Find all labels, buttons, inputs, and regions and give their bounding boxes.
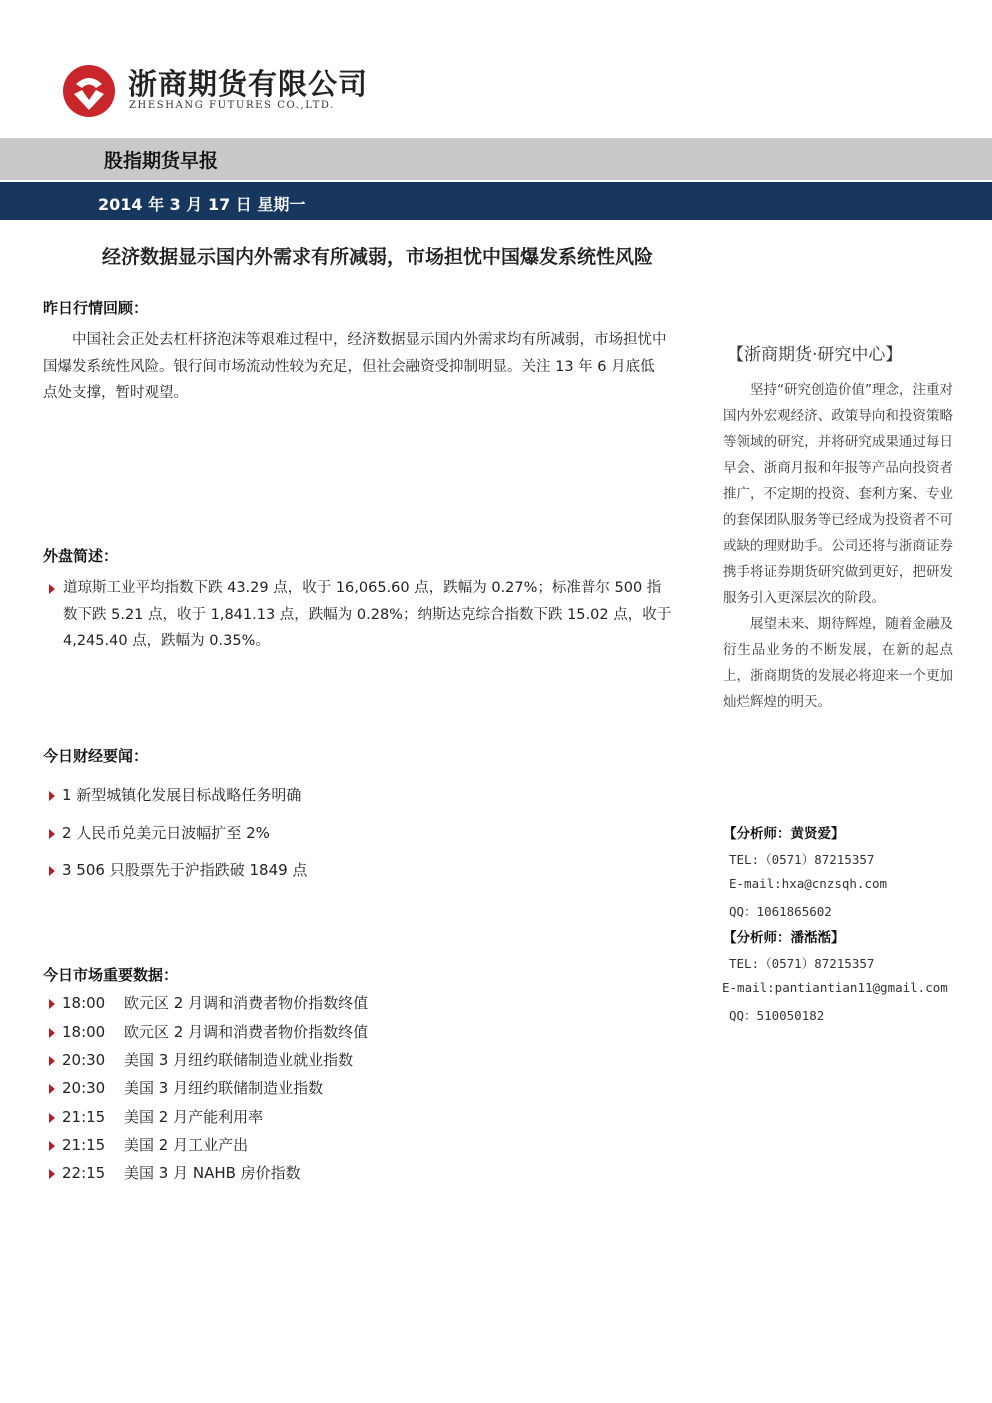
list-item [49,992,368,1013]
event-name: 欧元区 2 月调和消费者物价指数终值 [124,1023,369,1041]
company-logo-icon [62,64,116,118]
event-time: 18:00 [62,994,106,1012]
report-date: 2014 年 3 月 17 日 星期一 [98,195,306,214]
list-item [49,1106,263,1127]
sidebar-para-1: 坚持“研究创造价值”理念，注重对国内外宏观经济、政策导向和投资策略等领域的研究，并将研究成果通过每日早会、浙商月报和年报等产品向投资者推广，不定期的投资、套利方案、专业的套保团队服务等已经成为投资者不可或缺的理财助手。公司还将与浙商证券携手将证券期货研究做到更好，把研发服务引入更深层次的阶段。 [723,382,953,606]
event-time: 22:15 [62,1164,106,1182]
analyst-1-qq: QQ：1061865602 [729,904,832,919]
event-name: 美国 2 月工业产出 [124,1136,249,1154]
sidebar-para-2: 展望未来、期待辉煌，随着金融及衍生品业务的不断发展，在新的起点上，浙商期货的发展必将迎来一个更加灿烂辉煌的明天。 [723,616,953,710]
news-heading: 今日财经要闻： [43,747,149,765]
bullet-arrow-icon [49,1028,55,1038]
event-time: 18:00 [62,1023,106,1041]
list-item [49,784,301,805]
bullet-arrow-icon [49,1056,55,1066]
report-name: 股指期货早报 [104,150,219,172]
overseas-paragraph [49,575,673,655]
bullet-arrow-icon [49,829,55,839]
analyst-1-tel: TEL:（0571）87215357 [729,852,875,867]
event-name: 欧元区 2 月调和消费者物价指数终值 [124,994,369,1012]
event-time: 21:15 [62,1136,106,1154]
list-item [49,859,307,880]
list-item [49,1077,323,1098]
analyst-2-qq: QQ：510050182 [729,1008,825,1023]
bullet-arrow-icon [49,584,55,594]
overseas-heading: 外盘简述： [43,547,119,565]
bullet-arrow-icon [49,1084,55,1094]
bullet-arrow-icon [49,999,55,1009]
analyst-2-tel: TEL:（0571）87215357 [729,956,875,971]
analyst-1-email: E-mail:hxa@cnzsqh.com [729,876,888,891]
sidebar-intro [723,377,953,715]
bullet-arrow-icon [49,791,55,801]
event-name: 美国 2 月产能利用率 [124,1108,264,1126]
analyst-2-heading: 【分析师：潘湉湉】 [723,930,845,946]
list-item [49,1049,353,1070]
event-name: 美国 3 月纽约联储制造业就业指数 [124,1051,354,1069]
bullet-arrow-icon [49,1141,55,1151]
event-time: 20:30 [62,1051,106,1069]
list-item [49,1021,368,1042]
page-title: 经济数据显示国内外需求有所减弱，市场担忧中国爆发系统性风险 [102,246,654,268]
list-item [49,822,270,843]
list-item [49,1162,301,1183]
list-item [49,1134,248,1155]
event-name: 美国 3 月纽约联储制造业指数 [124,1079,324,1097]
news-item-text: 3 506 只股票先于沪指跌破 1849 点 [62,861,308,879]
analyst-2-email: E-mail:pantiantian11@gmail.com [722,980,948,995]
company-name-cn: 浙商期货有限公司 [128,67,369,101]
sidebar-title: 【浙商期货·研究中心】 [727,345,903,365]
bullet-arrow-icon [49,1169,55,1179]
news-item-text: 1 新型城镇化发展目标战略任务明确 [62,786,302,804]
event-time: 21:15 [62,1108,106,1126]
review-heading: 昨日行情回顾： [43,299,149,317]
review-paragraph [43,327,669,407]
news-item-text: 2 人民币兑美元日波幅扩至 2% [62,824,270,842]
event-name: 美国 3 月 NAHB 房价指数 [124,1164,301,1182]
event-time: 20:30 [62,1079,106,1097]
bullet-arrow-icon [49,866,55,876]
review-text: 中国社会正处去杠杆挤泡沫等艰难过程中，经济数据显示国内外需求均有所减弱，市场担忧中国爆发系统性风险。银行间市场流动性较为充足，但社会融资受抑制明显。关注 13 年 6 月底低点处支撑，暂时观望。 [43,332,667,401]
analyst-1-heading: 【分析师：黄贤爱】 [723,826,845,842]
company-name-en: ZHESHANG FUTURES CO.,LTD. [129,100,335,111]
bullet-arrow-icon [49,1113,55,1123]
market-data-heading: 今日市场重要数据： [43,966,179,984]
overseas-text: 道琼斯工业平均指数下跌 43.29 点，收于 16,065.60 点，跌幅为 0.27%；标准普尔 500 指数下跌 5.21 点，收于 1,841.13 点，跌幅为 0.28%；纳斯达克综合指数下跌 15.02 点，收于 4,245.40 点，跌幅为 0.35%。 [63,580,672,649]
